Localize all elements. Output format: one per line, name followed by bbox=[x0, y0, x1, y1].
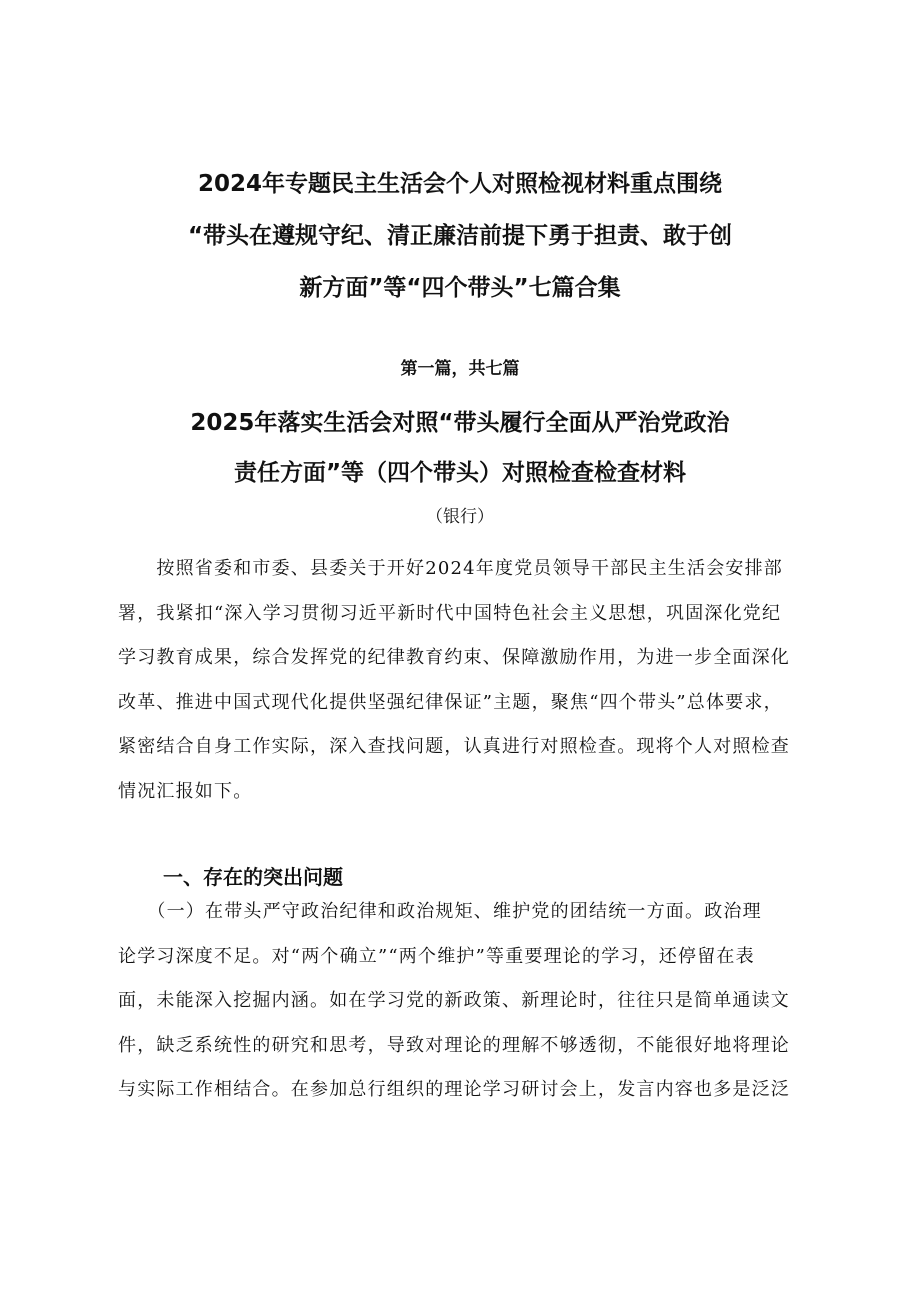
organization-note: （银行） bbox=[426, 507, 494, 527]
title-line: “带头在遵规守纪、清正廉洁前提下勇于担责、敢于创 bbox=[187, 223, 733, 249]
text-line: 与实际工作相结合。在参加总行组织的理论学习研讨会上，发言内容也多是泛泛 bbox=[118, 1079, 790, 1100]
body-paragraph bbox=[118, 890, 820, 1113]
document-title bbox=[150, 158, 770, 314]
title-line: 2024年专题民主生活会个人对照检视材料重点围绕 bbox=[197, 171, 722, 197]
text-line: （一）在带头严守政治纪律和政治规矩、维护党的团结统一方面。政治理 bbox=[118, 901, 762, 922]
section-heading: 一、存在的突出问题 bbox=[163, 865, 343, 889]
text-line: 紧密结合自身工作实际，深入查找问题，认真进行对照检查。现将个人对照检查 bbox=[118, 736, 790, 757]
document-subtitle bbox=[150, 398, 770, 498]
text-line: 论学习深度不足。对“两个确立”“两个维护”等重要理论的学习，还停留在表 bbox=[118, 945, 755, 967]
subtitle-line: 2025年落实生活会对照“带头履行全面从严治党政治 bbox=[190, 410, 730, 436]
text-line: 按照省委和市委、县委关于开好2024年度党员领导干部民主生活会安排部 bbox=[118, 558, 784, 579]
title-line: 新方面”等“四个带头”七篇合集 bbox=[299, 275, 621, 301]
text-line: 改革、推进中国式现代化提供坚强纪律保证”主题，聚焦“四个带头”总体要求， bbox=[118, 691, 783, 713]
text-line: 面，未能深入挖掘内涵。如在学习党的新政策、新理论时，往往只是简单通读文 bbox=[118, 990, 790, 1011]
text-line: 学习教育成果，综合发挥党的纪律教育约束、保障激励作用，为进一步全面深化 bbox=[118, 647, 790, 668]
text-line: 件，缺乏系统性的研究和思考，导致对理论的理解不够透彻，不能很好地将理论 bbox=[118, 1034, 790, 1056]
section-label: 第一篇，共七篇 bbox=[400, 359, 520, 379]
intro-paragraph bbox=[118, 547, 820, 814]
text-line: 情况汇报如下。 bbox=[118, 780, 253, 802]
subtitle-line: 责任方面”等（四个带头）对照检查检查材料 bbox=[233, 460, 687, 486]
text-line: 署，我紧扣“深入学习贯彻习近平新时代中国特色社会主义思想，巩固深化党纪 bbox=[118, 602, 782, 624]
